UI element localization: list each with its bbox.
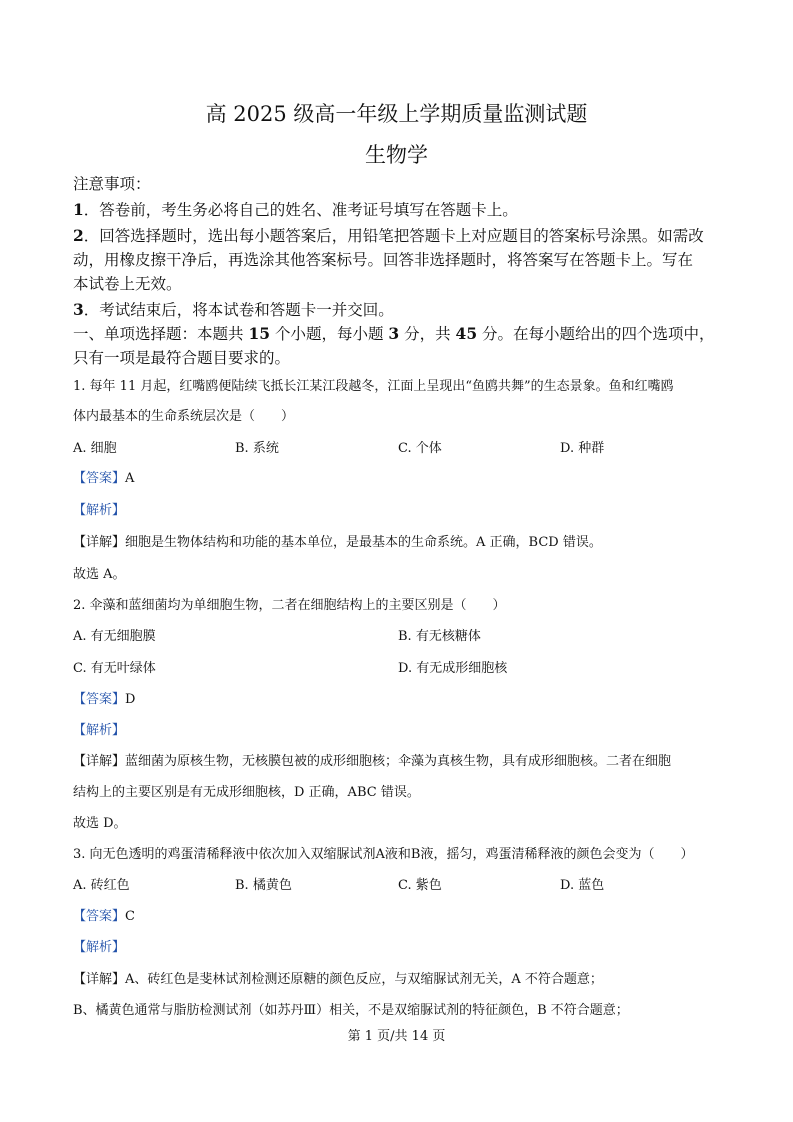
q1-answer: 【答案】A	[73, 471, 135, 486]
q1-stem-2: 体内最基本的生命系统层次是（ ）	[73, 409, 295, 424]
q3-detail-1: 【详解】A、砖红色是斐林试剂检测还原糖的颜色反应，与双缩脲试剂无关，A 不符合题意；	[73, 972, 603, 987]
q3-option-d: D. 蓝色	[560, 878, 605, 893]
q2-option-d: D. 有无成形细胞核	[398, 661, 508, 676]
q2-detail-1: 【详解】蓝细菌为原核生物，无核膜包被的成形细胞核；伞藻为真核生物，具有成形细胞核。二者在细胞	[73, 754, 672, 769]
subject-title: 生物学	[365, 143, 428, 167]
q1-conclusion: 故选 A。	[73, 567, 126, 582]
section-heading: 一、单项选择题：本题共 15 个小题，每小题 3 分，共 45 分。在每小题给出的四个选项中，	[73, 324, 715, 343]
section-heading-cont: 只有一项是最符合题目要求的。	[73, 349, 291, 367]
note-2-cont-1: 动，用橡皮擦干净后，再选涂其他答案标号。回答非选择题时，将答案写在答题卡上。写在	[73, 251, 694, 269]
q1-option-c: C. 个体	[398, 441, 442, 456]
page-title: 高 2025 级高一年级上学期质量监测试题	[205, 102, 588, 126]
q3-option-c: C. 紫色	[398, 878, 442, 893]
q1-stem-1: 1. 每年 11 月起，红嘴鸥便陆续飞抵长江某江段越冬，江面上呈现出“鱼鸥共舞”的生态景象。鱼和红嘴鸥	[73, 379, 674, 394]
q1-analysis-label: 【解析】	[73, 503, 126, 518]
q3-answer: 【答案】C	[73, 909, 135, 924]
q2-option-b: B. 有无核糖体	[398, 629, 481, 644]
note-2-cont-2: 本试卷上无效。	[73, 275, 182, 293]
q3-stem-1: 3. 向无色透明的鸡蛋清稀释液中依次加入双缩脲试剂A液和B液，摇匀，鸡蛋清稀释液的颜色会变为（ ）	[73, 847, 694, 862]
q2-answer: 【答案】D	[73, 692, 136, 707]
q2-conclusion: 故选 D。	[73, 816, 127, 831]
note-1: 1．答卷前，考生务必将自己的姓名、准考证号填写在答题卡上。	[73, 200, 518, 219]
notes-heading: 注意事项：	[73, 175, 151, 193]
q2-option-a: A. 有无细胞膜	[73, 629, 156, 644]
q2-analysis-label: 【解析】	[73, 723, 126, 738]
q3-detail-2: B、橘黄色通常与脂肪检测试剂（如苏丹Ⅲ）相关，不是双缩脲试剂的特征颜色，B 不符合题意；	[73, 1003, 629, 1018]
q1-detail: 【详解】细胞是生物体结构和功能的基本单位，是最基本的生命系统。A 正确，BCD 错误。	[73, 535, 602, 550]
q2-detail-2: 结构上的主要区别是有无成形细胞核，D 正确，ABC 错误。	[73, 785, 420, 800]
note-3: 3．考试结束后，将本试卷和答题卡一并交回。	[73, 300, 394, 319]
q3-analysis-label: 【解析】	[73, 940, 126, 955]
q1-option-d: D. 种群	[560, 441, 605, 456]
q1-option-b: B. 系统	[235, 441, 279, 456]
page-footer: 第 1 页/共 14 页	[347, 1029, 446, 1044]
q3-option-b: B. 橘黄色	[235, 878, 292, 893]
q2-option-c: C. 有无叶绿体	[73, 661, 156, 676]
q3-option-a: A. 砖红色	[73, 878, 130, 893]
q2-stem-1: 2. 伞藻和蓝细菌均为单细胞生物，二者在细胞结构上的主要区别是（ ）	[73, 598, 506, 613]
note-2: 2．回答选择题时，选出每小题答案后，用铅笔把答题卡上对应题目的答案标号涂黑。如需改	[73, 226, 704, 245]
q1-option-a: A. 细胞	[73, 441, 117, 456]
